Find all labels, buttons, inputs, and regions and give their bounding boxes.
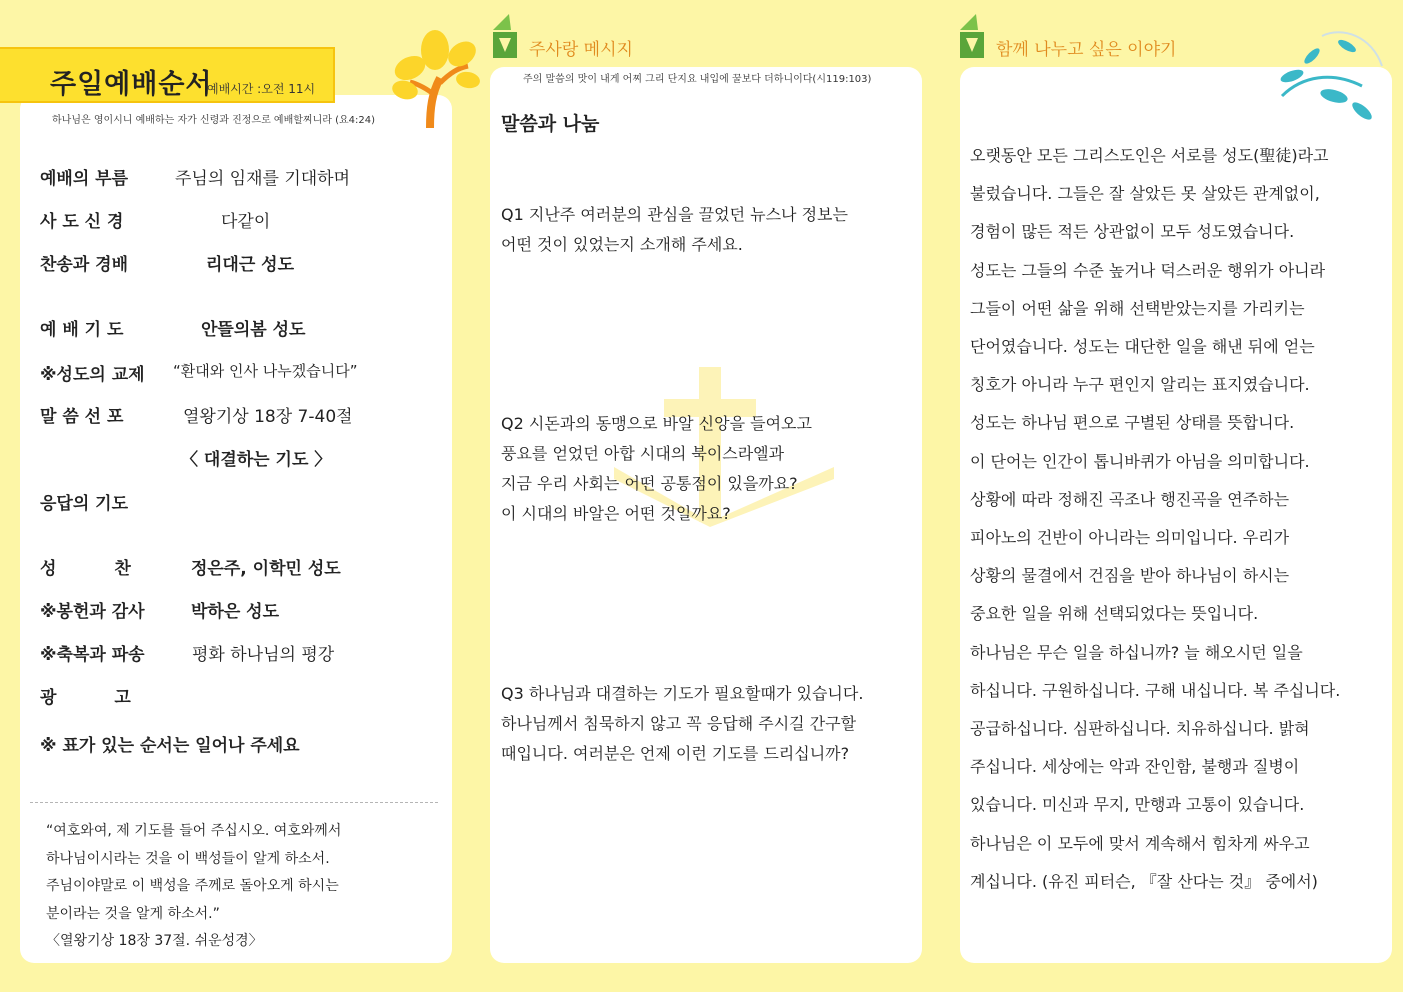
order-value: 정은주, 이학민 성도 bbox=[191, 559, 341, 579]
sermon-title: 〈 대결하는 기도 〉 bbox=[181, 450, 332, 470]
sharing-title: 말씀과 나눔 bbox=[501, 113, 600, 135]
order-item bbox=[40, 640, 335, 665]
order-item bbox=[40, 164, 351, 189]
story-line: 상황에 따라 정해진 곡조나 행진곡을 연주하는 bbox=[970, 489, 1290, 509]
order-item bbox=[40, 250, 295, 275]
story-line: 불렀습니다. 그들은 잘 살았든 못 살았든 관계없이, bbox=[970, 184, 1320, 204]
story-text bbox=[970, 137, 1340, 901]
quote-line: 하나님이시라는 것을 이 백성들이 알게 하소서. bbox=[46, 850, 330, 867]
order-value: 열왕기상 18장 7-40절 bbox=[183, 407, 353, 427]
question-line: 이 시대의 바알은 어떤 것일까요? bbox=[501, 504, 731, 523]
order-item bbox=[40, 554, 341, 579]
story-header: 함께 나누고 싶은 이야기 bbox=[996, 40, 1177, 60]
question-2 bbox=[501, 409, 812, 529]
question-3 bbox=[501, 679, 863, 769]
story-line: 하나님은 이 모두에 맞서 계속해서 힘차게 싸우고 bbox=[970, 833, 1310, 853]
question-line: 하나님께서 침묵하지 않고 꼭 응답해 주시길 간구할 bbox=[501, 714, 857, 733]
order-value: “환대와 인사 나누겠습니다” bbox=[173, 362, 358, 380]
quote-line: “여호와여, 제 기도를 들어 주십시오. 여호와께서 bbox=[46, 823, 342, 839]
order-label: 찬송과 경배 bbox=[40, 255, 129, 275]
order-item bbox=[40, 207, 271, 232]
story-line: 하십니다. 구원하십니다. 구해 내십니다. 복 주십니다. bbox=[970, 680, 1341, 700]
order-value: 박하은 성도 bbox=[191, 602, 280, 622]
scripture-quote bbox=[46, 818, 341, 956]
message-header: 주사랑 메시지 bbox=[529, 40, 633, 60]
story-line: 성도는 하나님 편으로 구별된 상태를 뜻합니다. bbox=[970, 413, 1295, 433]
question-1 bbox=[501, 200, 848, 260]
worship-verse: 하나님은 영이시니 예배하는 자가 신령과 진정으로 예배할찌니라 (요4:24) bbox=[52, 115, 375, 126]
order-value: 안뜰의봄 성도 bbox=[201, 320, 306, 340]
question-line: Q1 지난주 여러분의 관심을 끌었던 뉴스나 정보는 bbox=[501, 205, 848, 224]
story-line: 피아노의 건반이 아니라는 의미입니다. 우리가 bbox=[970, 528, 1290, 548]
order-label: 말 씀 선 포 bbox=[40, 407, 124, 427]
story-line: 공급하십니다. 심판하십니다. 치유하십니다. 밝혀 bbox=[970, 719, 1310, 739]
story-line: 경험이 많든 적든 상관없이 모두 성도였습니다. bbox=[970, 222, 1295, 242]
message-verse: 주의 말씀의 맛이 내게 어찌 그리 단지요 내입에 꿀보다 더하니이다(시119:103) bbox=[523, 74, 872, 85]
question-line: 풍요를 얻었던 아합 시대의 북이스라엘과 bbox=[501, 444, 785, 463]
order-label: 광 고 bbox=[40, 688, 131, 708]
book-icon bbox=[491, 12, 527, 60]
order-item bbox=[40, 315, 306, 340]
order-item bbox=[40, 597, 280, 622]
standing-note: ※ 표가 있는 순서는 일어나 주세요 bbox=[40, 736, 300, 756]
worship-time: 예배시간 :오전 11시 bbox=[207, 82, 316, 96]
story-line: 주십니다. 세상에는 악과 잔인함, 불행과 질병이 bbox=[970, 757, 1300, 777]
story-line: 오랫동안 모든 그리스도인은 서로를 성도(聖徒)라고 bbox=[970, 146, 1329, 165]
story-line: 칭호가 아니라 누구 편인지 알리는 표지였습니다. bbox=[970, 375, 1310, 395]
order-value: 리대근 성도 bbox=[206, 255, 295, 275]
quote-line: 주님이야말로 이 백성을 주께로 돌아오게 하시는 bbox=[46, 878, 339, 894]
order-value: 평화 하나님의 평강 bbox=[192, 645, 335, 665]
story-line: 단어였습니다. 성도는 대단한 일을 해낸 뒤에 얻는 bbox=[970, 337, 1315, 357]
story-line: 성도는 그들의 수준 높거나 덕스러운 행위가 아니라 bbox=[970, 260, 1326, 280]
order-label: ※성도의 교제 bbox=[40, 365, 145, 385]
order-label: 성 찬 bbox=[40, 559, 131, 579]
question-line: Q2 시돈과의 동맹으로 바알 신앙을 들여오고 bbox=[501, 414, 812, 433]
tree-icon bbox=[390, 28, 480, 133]
story-line: 이 단어는 인간이 톱니바퀴가 아님을 의미합니다. bbox=[970, 451, 1310, 471]
story-line: 하나님은 무슨 일을 하십니까? 늘 해오시던 일을 bbox=[970, 642, 1303, 662]
story-line: 그들이 어떤 삶을 위해 선택받았는지를 가리키는 bbox=[970, 298, 1305, 318]
story-line: 계십니다. (유진 피터슨, 『잘 산다는 것』 중에서) bbox=[970, 871, 1318, 891]
question-line: 어떤 것이 있었는지 소개해 주세요. bbox=[501, 235, 743, 254]
question-line: Q3 하나님과 대결하는 기도가 필요할때가 있습니다. bbox=[501, 684, 864, 703]
floral-decoration-icon bbox=[1262, 16, 1392, 131]
question-line: 지금 우리 사회는 어떤 공통점이 있을까요? bbox=[501, 474, 798, 493]
quote-line: 분이라는 것을 알게 하소서.” bbox=[46, 905, 220, 922]
order-label: 예 배 기 도 bbox=[40, 320, 124, 340]
divider bbox=[30, 802, 438, 803]
order-label: ※축복과 파송 bbox=[40, 645, 145, 665]
book-icon bbox=[958, 12, 994, 60]
order-value: 주님의 임재를 기대하며 bbox=[175, 169, 351, 189]
question-line: 때입니다. 여러분은 언제 이런 기도를 드리십니까? bbox=[501, 744, 850, 763]
page-title: 주일예배순서 bbox=[50, 69, 213, 100]
order-item bbox=[40, 489, 128, 514]
order-label: 예배의 부름 bbox=[40, 169, 129, 189]
order-item bbox=[40, 683, 131, 708]
order-label: ※봉헌과 감사 bbox=[40, 602, 145, 622]
order-label: 응답의 기도 bbox=[40, 494, 129, 514]
story-line: 있습니다. 미신과 무지, 만행과 고통이 있습니다. bbox=[970, 795, 1305, 815]
quote-reference: 〈열왕기상 18장 37절. 쉬운성경〉 bbox=[46, 933, 263, 949]
order-label: 사 도 신 경 bbox=[40, 212, 124, 232]
story-line: 상황의 물결에서 건짐을 받아 하나님이 하시는 bbox=[970, 566, 1290, 586]
story-line: 중요한 일을 위해 선택되었다는 뜻입니다. bbox=[970, 604, 1259, 624]
order-item bbox=[40, 360, 358, 385]
order-value: 다같이 bbox=[221, 212, 271, 232]
order-item bbox=[40, 402, 353, 427]
